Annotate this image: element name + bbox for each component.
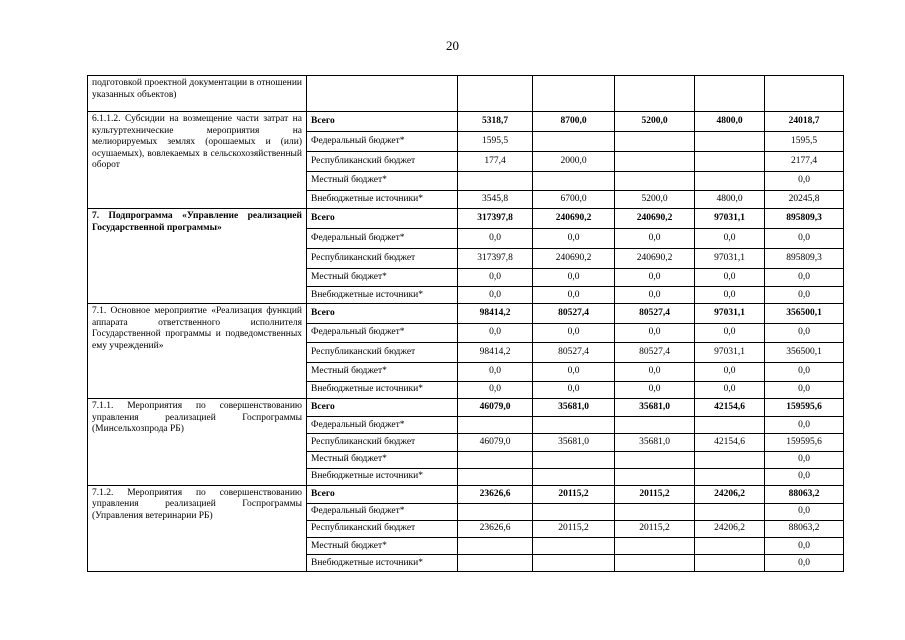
value-cell [615, 538, 695, 555]
value-cell: 46079,0 [458, 399, 533, 417]
value-cell: 0,0 [695, 269, 765, 287]
row-description: 7.1.2. Мероприятия по совершенствованию управления реализацией Госпрограммы (Управления ветеринарии РБ) [88, 485, 307, 572]
value-cell: 0,0 [533, 269, 615, 287]
value-cell: 97031,1 [695, 342, 765, 363]
empty-cell [695, 76, 765, 112]
value-cell: 97031,1 [695, 209, 765, 229]
value-cell: 0,0 [615, 287, 695, 304]
value-cell [615, 151, 695, 172]
funding-source-label: Всего [307, 112, 458, 132]
value-cell [458, 468, 533, 485]
value-cell [458, 538, 533, 555]
table-row [88, 112, 844, 132]
value-cell: 35681,0 [615, 399, 695, 417]
funding-source-label: Республиканский бюджет [307, 342, 458, 363]
value-cell: 24206,2 [695, 485, 765, 503]
value-cell: 0,0 [458, 287, 533, 304]
value-cell: 895809,3 [765, 248, 844, 269]
funding-source-label: Республиканский бюджет [307, 520, 458, 538]
value-cell: 20115,2 [615, 520, 695, 538]
value-cell: 0,0 [765, 381, 844, 399]
value-cell: 88063,2 [765, 485, 844, 503]
value-cell: 0,0 [615, 381, 695, 399]
value-cell: 3545,8 [458, 190, 533, 209]
value-cell [533, 172, 615, 191]
table-row [88, 209, 844, 229]
value-cell [615, 451, 695, 468]
value-cell: 88063,2 [765, 520, 844, 538]
value-cell: 80527,4 [615, 304, 695, 324]
value-cell: 0,0 [765, 538, 844, 555]
value-cell: 97031,1 [695, 304, 765, 324]
value-cell: 2177,4 [765, 151, 844, 172]
value-cell: 0,0 [695, 229, 765, 249]
value-cell: 5200,0 [615, 112, 695, 132]
value-cell [695, 555, 765, 572]
value-cell: 80527,4 [533, 342, 615, 363]
value-cell: 356500,1 [765, 304, 844, 324]
value-cell: 0,0 [615, 229, 695, 249]
row-description: подготовкой проектной документации в отношении указанных объектов) [88, 76, 307, 112]
funding-source-label: Местный бюджет* [307, 451, 458, 468]
value-cell [695, 451, 765, 468]
value-cell [458, 503, 533, 520]
empty-cell [307, 76, 458, 112]
value-cell: 20115,2 [615, 485, 695, 503]
funding-source-label: Всего [307, 485, 458, 503]
value-cell: 2000,0 [533, 151, 615, 172]
value-cell [533, 503, 615, 520]
value-cell: 0,0 [533, 381, 615, 399]
table-row [88, 485, 844, 503]
funding-source-label: Федеральный бюджет* [307, 131, 458, 151]
funding-source-label: Федеральный бюджет* [307, 417, 458, 434]
value-cell: 98414,2 [458, 304, 533, 324]
funding-source-label: Республиканский бюджет [307, 248, 458, 269]
value-cell: 5200,0 [615, 190, 695, 209]
value-cell [695, 151, 765, 172]
empty-cell [765, 76, 844, 112]
value-cell [458, 451, 533, 468]
funding-source-label: Внебюджетные источники* [307, 468, 458, 485]
page-number: 20 [446, 38, 459, 53]
value-cell [533, 468, 615, 485]
value-cell: 0,0 [458, 269, 533, 287]
value-cell: 8700,0 [533, 112, 615, 132]
value-cell [695, 417, 765, 434]
value-cell: 1595,5 [765, 131, 844, 151]
value-cell: 240690,2 [615, 209, 695, 229]
funding-source-label: Республиканский бюджет [307, 151, 458, 172]
value-cell: 6700,0 [533, 190, 615, 209]
value-cell [615, 468, 695, 485]
value-cell: 4800,0 [695, 190, 765, 209]
funding-source-label: Федеральный бюджет* [307, 503, 458, 520]
value-cell: 23626,6 [458, 485, 533, 503]
value-cell: 0,0 [615, 269, 695, 287]
funding-source-label: Всего [307, 304, 458, 324]
value-cell: 0,0 [765, 503, 844, 520]
table-row [88, 76, 844, 112]
value-cell: 240690,2 [615, 248, 695, 269]
value-cell: 356500,1 [765, 342, 844, 363]
value-cell: 97031,1 [695, 248, 765, 269]
funding-source-label: Федеральный бюджет* [307, 229, 458, 249]
value-cell: 35681,0 [615, 434, 695, 452]
value-cell [695, 538, 765, 555]
value-cell [458, 555, 533, 572]
value-cell [533, 555, 615, 572]
value-cell: 4800,0 [695, 112, 765, 132]
value-cell: 0,0 [533, 323, 615, 342]
value-cell: 0,0 [765, 287, 844, 304]
value-cell: 0,0 [695, 363, 765, 382]
value-cell: 0,0 [765, 269, 844, 287]
funding-source-label: Местный бюджет* [307, 269, 458, 287]
value-cell: 0,0 [533, 363, 615, 382]
value-cell: 0,0 [615, 363, 695, 382]
empty-cell [615, 76, 695, 112]
value-cell: 0,0 [765, 172, 844, 191]
value-cell [458, 172, 533, 191]
value-cell: 0,0 [765, 323, 844, 342]
value-cell [615, 417, 695, 434]
table-row [88, 399, 844, 417]
value-cell [615, 172, 695, 191]
value-cell: 0,0 [765, 468, 844, 485]
value-cell: 0,0 [615, 323, 695, 342]
value-cell: 240690,2 [533, 248, 615, 269]
value-cell: 0,0 [765, 363, 844, 382]
value-cell: 80527,4 [615, 342, 695, 363]
funding-source-label: Местный бюджет* [307, 538, 458, 555]
value-cell: 24018,7 [765, 112, 844, 132]
value-cell: 0,0 [533, 287, 615, 304]
value-cell: 0,0 [695, 381, 765, 399]
row-description: 7.1.1. Мероприятия по совершенствованию управления реализацией Госпрограммы (Минсельхозпрода РБ) [88, 399, 307, 486]
value-cell [533, 538, 615, 555]
funding-source-label: Внебюджетные источники* [307, 381, 458, 399]
value-cell: 35681,0 [533, 399, 615, 417]
value-cell: 80527,4 [533, 304, 615, 324]
funding-source-label: Всего [307, 399, 458, 417]
value-cell [533, 417, 615, 434]
value-cell: 0,0 [695, 287, 765, 304]
funding-source-label: Республиканский бюджет [307, 434, 458, 452]
funding-source-label: Внебюджетные источники* [307, 287, 458, 304]
value-cell [615, 131, 695, 151]
value-cell [695, 131, 765, 151]
value-cell: 0,0 [533, 229, 615, 249]
value-cell: 317397,8 [458, 209, 533, 229]
value-cell: 177,4 [458, 151, 533, 172]
value-cell: 0,0 [458, 323, 533, 342]
value-cell: 0,0 [765, 229, 844, 249]
value-cell: 0,0 [765, 417, 844, 434]
value-cell: 0,0 [458, 381, 533, 399]
funding-source-label: Местный бюджет* [307, 172, 458, 191]
value-cell: 0,0 [458, 363, 533, 382]
value-cell: 5318,7 [458, 112, 533, 132]
value-cell [695, 468, 765, 485]
value-cell: 20245,8 [765, 190, 844, 209]
table-row [88, 304, 844, 324]
value-cell: 159595,6 [765, 434, 844, 452]
value-cell: 20115,2 [533, 520, 615, 538]
row-description: 6.1.1.2. Субсидии на возмещение части затрат на культуртехнические мероприятия на мелиорируемых землях (орошаемых и (или) осушаемых), вовлекаемых в сельскохозяйственный оборот [88, 112, 307, 209]
value-cell: 35681,0 [533, 434, 615, 452]
value-cell [615, 503, 695, 520]
value-cell: 0,0 [765, 451, 844, 468]
value-cell [533, 131, 615, 151]
funding-source-label: Местный бюджет* [307, 363, 458, 382]
value-cell: 46079,0 [458, 434, 533, 452]
value-cell: 895809,3 [765, 209, 844, 229]
row-description: 7.1. Основное мероприятие «Реализация функций аппарата ответственного исполнителя Государственной программы и подведомственных ему учреждений» [88, 304, 307, 399]
funding-source-label: Внебюджетные источники* [307, 555, 458, 572]
value-cell: 24206,2 [695, 520, 765, 538]
funding-source-label: Внебюджетные источники* [307, 190, 458, 209]
value-cell: 0,0 [695, 323, 765, 342]
row-description: 7. Подпрограмма «Управление реализацией Государственной программы» [88, 209, 307, 304]
value-cell: 159595,6 [765, 399, 844, 417]
value-cell: 42154,6 [695, 399, 765, 417]
value-cell: 20115,2 [533, 485, 615, 503]
value-cell [533, 451, 615, 468]
value-cell: 0,0 [458, 229, 533, 249]
empty-cell [533, 76, 615, 112]
value-cell: 42154,6 [695, 434, 765, 452]
funding-source-label: Всего [307, 209, 458, 229]
value-cell: 1595,5 [458, 131, 533, 151]
value-cell: 0,0 [765, 555, 844, 572]
value-cell: 317397,8 [458, 248, 533, 269]
value-cell: 23626,6 [458, 520, 533, 538]
value-cell [695, 503, 765, 520]
value-cell: 240690,2 [533, 209, 615, 229]
empty-cell [458, 76, 533, 112]
value-cell [695, 172, 765, 191]
value-cell [615, 555, 695, 572]
budget-table [87, 75, 844, 572]
value-cell [458, 417, 533, 434]
funding-source-label: Федеральный бюджет* [307, 323, 458, 342]
value-cell: 98414,2 [458, 342, 533, 363]
